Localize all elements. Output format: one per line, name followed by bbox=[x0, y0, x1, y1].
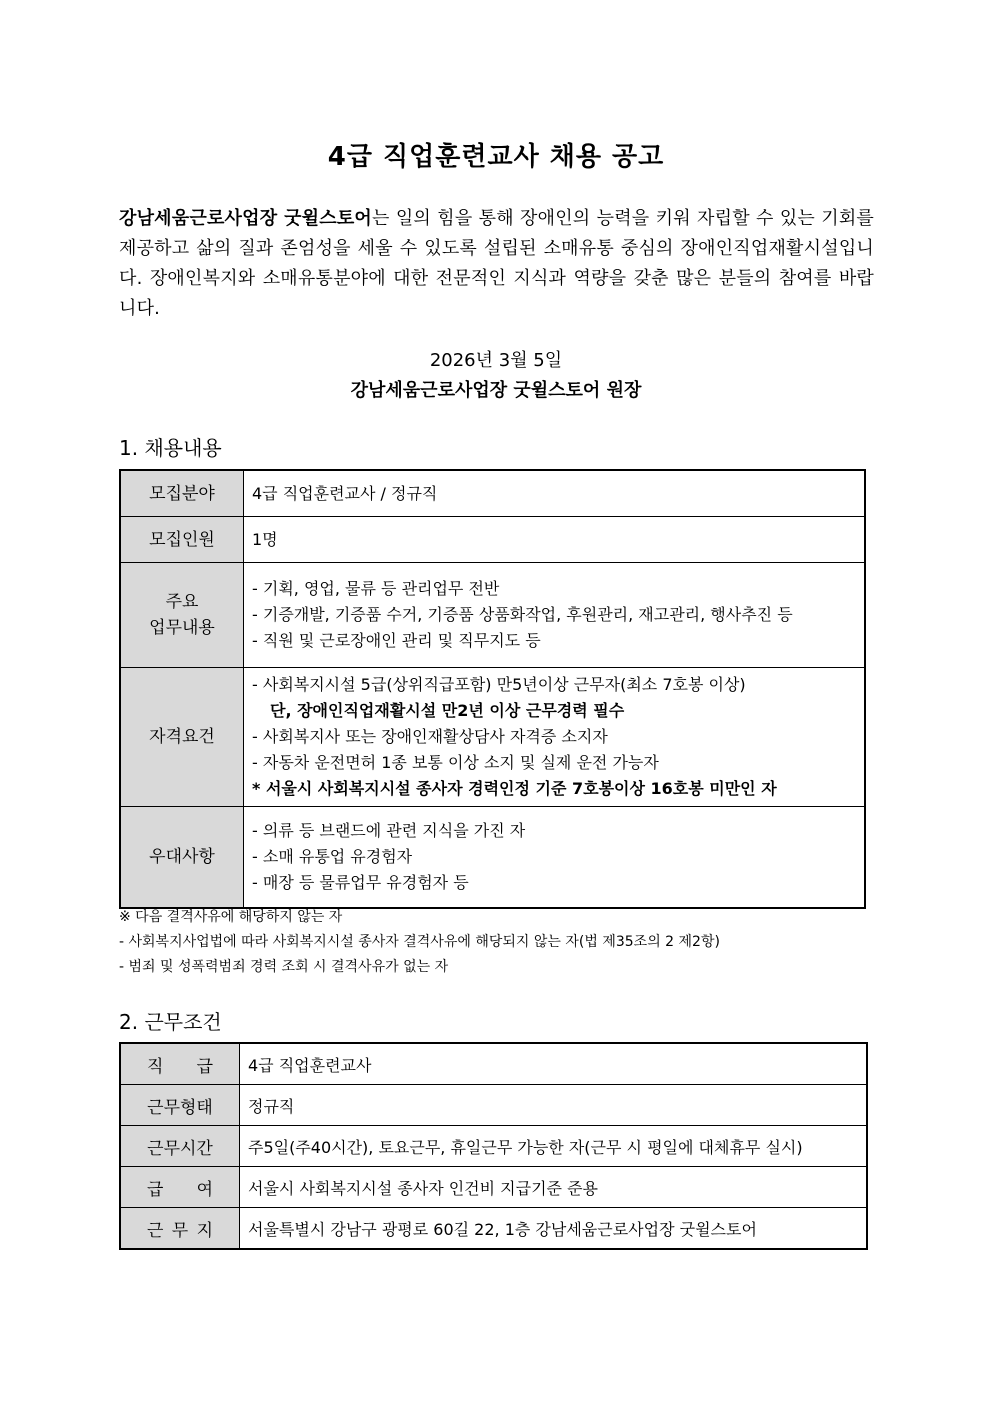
recruitment-table bbox=[119, 469, 866, 909]
label-char: 직 bbox=[147, 1056, 164, 1077]
row-line: 4급 직업훈련교사 / 정규직 bbox=[252, 483, 438, 503]
row-value bbox=[244, 517, 866, 563]
row-line: - 소매 유통업 유경험자 bbox=[252, 847, 413, 866]
row-label: 모집분야 bbox=[120, 470, 244, 517]
label-char: 급 bbox=[196, 1056, 213, 1077]
table-row bbox=[120, 1167, 867, 1208]
row-line: - 직원 및 근로장애인 관리 및 직무지도 등 bbox=[252, 631, 541, 650]
row-label: 모집인원 bbox=[120, 517, 244, 563]
row-value: 서울시 사회복지시설 종사자 인건비 지급기준 준용 bbox=[240, 1167, 868, 1208]
row-label bbox=[120, 1043, 240, 1085]
row-label bbox=[120, 563, 244, 668]
label-char: 지 bbox=[196, 1220, 213, 1241]
intro-org-name: 강남세움근로사업장 굿윌스토어 bbox=[119, 208, 373, 229]
table-row bbox=[120, 1043, 867, 1085]
row-line: - 매장 등 물류업무 유경험자 등 bbox=[252, 873, 469, 892]
table-row bbox=[120, 517, 865, 563]
label-char: 여 bbox=[196, 1179, 213, 1200]
row-line: - 사회복지사 또는 장애인재활상담사 자격증 소지자 bbox=[252, 727, 608, 746]
row-line: - 자동차 운전면허 1종 보통 이상 소지 및 실제 운전 가능자 bbox=[252, 753, 659, 772]
row-value: 서울특별시 강남구 광평로 60길 22, 1층 강남세움근로사업장 굿윌스토어 bbox=[240, 1208, 868, 1250]
row-line: 1명 bbox=[252, 529, 278, 549]
row-label-line: 업무내용 bbox=[149, 618, 215, 638]
row-value: 4급 직업훈련교사 bbox=[240, 1043, 868, 1085]
row-line-emphasis: 단, 장애인직업재활시설 만2년 이상 근무경력 필수 bbox=[270, 701, 625, 720]
row-label: 근무시간 bbox=[120, 1126, 240, 1167]
row-label: 자격요건 bbox=[120, 668, 244, 807]
row-line-emphasis: * 서울시 사회복지시설 종사자 경력인정 기준 7호봉이상 16호봉 미만인 자 bbox=[252, 779, 777, 798]
row-value bbox=[244, 668, 866, 807]
row-line: - 사회복지시설 5급(상위직급포함) 만5년이상 근무자(최소 7호봉 이상) bbox=[252, 675, 746, 694]
conditions-table bbox=[119, 1042, 868, 1250]
row-value bbox=[244, 470, 866, 517]
row-value bbox=[244, 807, 866, 909]
row-line: - 기획, 영업, 물류 등 관리업무 전반 bbox=[252, 579, 500, 598]
page-title: 4급 직업훈련교사 채용 공고 bbox=[327, 142, 665, 172]
row-value: 정규직 bbox=[240, 1085, 868, 1126]
announcement-signer: 강남세움근로사업장 굿윌스토어 원장 bbox=[350, 380, 642, 401]
row-label bbox=[120, 1208, 240, 1250]
row-label bbox=[120, 1167, 240, 1208]
row-label: 우대사항 bbox=[120, 807, 244, 909]
table-row bbox=[120, 807, 865, 909]
row-line: - 의류 등 브랜드에 관련 지식을 가진 자 bbox=[252, 821, 526, 840]
row-value: 주5일(주40시간), 토요근무, 휴일근무 가능한 자(근무 시 평일에 대체휴무 실시) bbox=[240, 1126, 868, 1167]
row-value bbox=[244, 563, 866, 668]
note-line: - 범죄 및 성폭력범죄 경력 조회 시 결격사유가 없는 자 bbox=[119, 959, 449, 975]
section-heading-conditions: 2. 근무조건 bbox=[119, 1010, 222, 1034]
table-row bbox=[120, 563, 865, 668]
table-row bbox=[120, 1208, 867, 1250]
intro-paragraph bbox=[119, 204, 874, 324]
row-label: 근무형태 bbox=[120, 1085, 240, 1126]
label-char: 근 bbox=[147, 1220, 164, 1241]
intro-text: 는 일의 힘을 통해 장애인의 능력을 키워 자립할 수 있는 기회를 제공하고 삶의 질과 존엄성을 세울 수 있도록 설립된 소매유통 중심의 장애인직업재활시설입니다. 장애인복지와 소매유통분야에 대한 전문적인 지식과 역량을 갖춘 많은 분들의 참여를 바랍니다. bbox=[119, 208, 874, 319]
announcement-date: 2026년 3월 5일 bbox=[429, 350, 563, 371]
row-line: - 기증개발, 기증품 수거, 기증품 상품화작업, 후원관리, 재고관리, 행사추진 등 bbox=[252, 605, 793, 624]
table-row bbox=[120, 1085, 867, 1126]
label-char: 급 bbox=[147, 1179, 164, 1200]
table-row bbox=[120, 668, 865, 807]
table-row bbox=[120, 470, 865, 517]
note-line: - 사회복지사업법에 따라 사회복지시설 종사자 결격사유에 해당되지 않는 자(법 제35조의 2 제2항) bbox=[119, 934, 720, 950]
section-heading-recruitment: 1. 채용내용 bbox=[119, 436, 222, 460]
row-label-line: 주요 bbox=[165, 592, 199, 612]
note-line: ※ 다음 결격사유에 해당하지 않는 자 bbox=[119, 909, 343, 925]
label-char: 무 bbox=[171, 1220, 189, 1241]
table-row bbox=[120, 1126, 867, 1167]
